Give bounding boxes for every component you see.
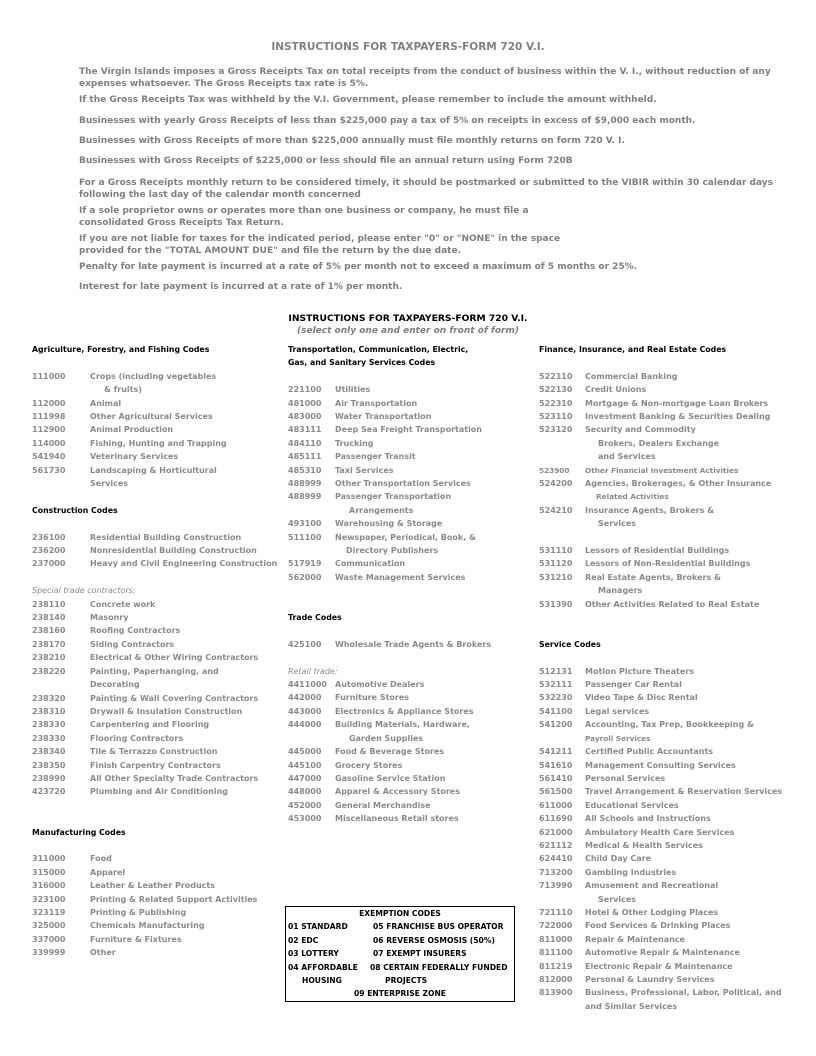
construction-list: [32, 531, 282, 571]
paragraph-annual-return: Businesses with Gross Receipts of $225,000 or less should file an annual return using Form 720B: [79, 156, 573, 166]
list-item: 483111 Deep Sea Freight Transportation: [288, 425, 482, 435]
list-item: 531390 Other Activities Related to Real Estate: [539, 599, 760, 609]
exemption-row: 02 EDC 06 REVERSE OSMOSIS (50%): [288, 935, 495, 945]
manufacturing-list: [32, 852, 282, 959]
list-item: 236100 Residential Building Construction: [32, 532, 242, 542]
list-item: 238160 Roofing Contractors: [32, 626, 181, 636]
list-item: 483000 Water Transportation: [288, 412, 432, 422]
list-item: 238330 Flooring Contractors: [32, 733, 184, 743]
list-item: 811000 Repair & Maintenance: [539, 934, 685, 944]
paragraph-penalty: Penalty for late payment is incurred at a rate of 5% per month not to exceed a maximum of 5 months or 25%.: [79, 262, 638, 272]
list-item: Related Activities: [596, 492, 669, 502]
transportation-list: [288, 383, 533, 584]
list-item: 238140 Masonry: [32, 613, 129, 623]
list-item: 445000 Food & Beverage Stores: [288, 747, 445, 757]
list-item: 624410 Child Day Care: [539, 854, 651, 864]
list-item: and Services: [598, 452, 656, 462]
paragraph-timely-return: For a Gross Receipts monthly return to be considered timely, it should be postmarked or submitted to the VIBIR within 30 calendar days following the last day of the calendar month concerned: [79, 178, 774, 200]
retail-trade-heading: Retail trade:: [288, 666, 338, 676]
manufacturing-heading: Manufacturing Codes: [32, 827, 126, 837]
list-item: 523120 Security and Commodity: [539, 425, 696, 435]
list-item: 561410 Personal Services: [539, 773, 666, 783]
list-item: 238330 Carpentering and Flooring: [32, 720, 210, 730]
retail-trade-list: [288, 678, 533, 825]
list-item: 485111 Passenger Transit: [288, 452, 416, 462]
list-item: 237000 Heavy and Civil Engineering Construction: [32, 559, 278, 569]
list-item: 442000 Furniture Stores: [288, 693, 410, 703]
list-item: 316000 Leather & Leather Products: [32, 881, 216, 891]
list-item: 443000 Electronics & Appliance Stores: [288, 706, 474, 716]
list-item: 541940 Veterinary Services: [32, 452, 179, 462]
exemption-row: HOUSING PROJECTS: [302, 976, 428, 986]
list-item: 524200 Agencies, Brokerages, & Other Insurance: [539, 479, 772, 489]
list-item: 238210 Electrical & Other Wiring Contractors: [32, 653, 259, 663]
list-item: 445100 Grocery Stores: [288, 760, 403, 770]
list-item: 238310 Drywall & Insulation Construction: [32, 706, 243, 716]
list-item: 114000 Fishing, Hunting and Trapping: [32, 438, 227, 448]
list-item: 423720 Plumbing and Air Conditioning: [32, 787, 229, 797]
list-item: 493100 Warehousing & Storage: [288, 519, 443, 529]
list-item: 512131 Motion Picture Theaters: [539, 666, 694, 676]
list-item: Services: [598, 894, 637, 904]
list-item: 221100 Utilities: [288, 385, 371, 395]
list-item: 112000 Animal: [32, 398, 122, 408]
list-item: 485310 Taxi Services: [288, 465, 394, 475]
finance-list: [539, 370, 809, 611]
list-item: 561730 Landscaping & Horticultural: [32, 465, 217, 475]
list-item: 311000 Food: [32, 854, 112, 864]
list-item: Payroll Services: [585, 733, 651, 743]
agriculture-list: [32, 370, 282, 491]
list-item: Directory Publishers: [346, 546, 439, 556]
exemption-codes-title: EXEMPTION CODES: [359, 909, 441, 918]
list-item: 488999 Other Transportation Services: [288, 479, 471, 489]
paragraph-interest: Interest for late payment is incurred at a rate of 1% per month.: [79, 282, 403, 292]
list-item: 523900 Other Financial Investment Activities: [539, 465, 739, 475]
list-item: 713200 Gambling Industries: [539, 867, 677, 877]
list-item: 425100 Wholesale Trade Agents & Brokers: [288, 639, 492, 649]
list-item: 323119 Printing & Publishing: [32, 907, 187, 917]
exemption-row: 03 LOTTERY 07 EXEMPT INSURERS: [288, 949, 467, 959]
list-item: Garden Supplies: [349, 733, 424, 743]
special-trade-heading: Special trade contractors:: [32, 586, 136, 596]
list-item: 522310 Mortgage & Non-mortgage Loan Brokers: [539, 398, 769, 408]
list-item: 444000 Building Materials, Hardware,: [288, 720, 470, 730]
list-item: 531120 Lessors of Non-Residential Buildings: [539, 559, 751, 569]
list-item: 541200 Accounting, Tax Prep, Bookkeeping &: [539, 720, 754, 730]
list-item: 325000 Chemicals Manufacturing: [32, 921, 205, 931]
list-item: 452000 General Merchandise: [288, 800, 431, 810]
list-item: 488999 Passenger Transportation: [288, 492, 452, 502]
list-item: 811100 Automotive Repair & Maintenance: [539, 948, 740, 958]
exemption-enterprise-zone: 09 ENTERPRISE ZONE: [353, 989, 446, 999]
list-item: 611690 All Schools and Instructions: [539, 814, 711, 824]
list-item: 562000 Waste Management Services: [288, 572, 466, 582]
list-item: 339999 Other: [32, 948, 116, 958]
list-item: 722000 Food Services & Drinking Places: [539, 921, 731, 931]
list-item: 484110 Trucking: [288, 438, 374, 448]
list-item: 531110 Lessors of Residential Buildings: [539, 546, 730, 556]
list-item: 713990 Amusement and Recreational: [539, 881, 719, 891]
paragraph-not-liable: If you are not liable for taxes for the indicated period, please enter "0" or "NONE" in the space provided for the "TOTAL AMOUNT DUE" and file the return by the due date.: [79, 234, 561, 256]
list-item: 621000 Ambulatory Health Care Services: [539, 827, 735, 837]
paragraph-tax-overview: The Virgin Islands imposes a Gross Receipts Tax on total receipts from the conduct of business within the V. I., without reduction of any expenses whatsoever. The Gross Receipts tax rate is 5%.: [79, 67, 771, 89]
list-item: Decorating: [90, 680, 140, 690]
list-item: 453000 Miscellaneous Retail stores: [288, 814, 459, 824]
list-item: 448000 Apparel & Accessory Stores: [288, 787, 460, 797]
list-item: 238170 Siding Contractors: [32, 639, 175, 649]
list-item: 541211 Certified Public Accountants: [539, 747, 714, 757]
list-item: 517919 Communication: [288, 559, 406, 569]
list-item: 238220 Painting, Paperhanging, and: [32, 666, 219, 676]
paragraph-monthly-returns: Businesses with Gross Receipts of more than $225,000 annually must file monthly returns on form 720 V. I.: [79, 136, 625, 146]
list-item: 524210 Insurance Agents, Brokers &: [539, 505, 715, 515]
exemption-row: 04 AFFORDABLE 08 CERTAIN FEDERALLY FUNDED: [288, 962, 508, 972]
paragraph-withheld: If the Gross Receipts Tax was withheld by the V.I. Government, please remember to include the amount withheld.: [79, 95, 657, 105]
service-heading: Service Codes: [539, 639, 601, 649]
list-item: 531210 Real Estate Agents, Brokers &: [539, 572, 721, 582]
exemption-row: 01 STANDARD 05 FRANCHISE BUS OPERATOR: [288, 922, 504, 932]
transportation-heading: Transportation, Communication, Electric,: [288, 345, 469, 354]
list-item: 447000 Gasoline Service Station: [288, 773, 446, 783]
list-item: 522130 Credit Unions: [539, 385, 647, 395]
list-item: 522110 Commercial Banking: [539, 371, 678, 381]
list-item: 337000 Furniture & Fixtures: [32, 934, 182, 944]
list-item: 541610 Management Consulting Services: [539, 760, 736, 770]
list-item: 111998 Other Agricultural Services: [32, 412, 213, 422]
list-item: Managers: [598, 586, 643, 596]
list-item: 561500 Travel Arrangement & Reservation Services: [539, 787, 783, 797]
list-item: 621112 Medical & Health Services: [539, 840, 703, 850]
paragraph-yearly-receipts: Businesses with yearly Gross Receipts of less than $225,000 pay a tax of 5% on receipts in excess of $9,000 each month.: [79, 116, 696, 126]
construction-heading: Construction Codes: [32, 505, 118, 515]
list-item: 481000 Air Transportation: [288, 398, 418, 408]
column-2: [288, 343, 533, 826]
list-item: 238350 Finish Carpentry Contractors: [32, 760, 221, 770]
paragraph-sole-proprietor: If a sole proprietor owns or operates more than one business or company, he must file a consolidated Gross Receipts Tax Return.: [79, 206, 529, 228]
trade-heading: Trade Codes: [288, 613, 342, 623]
list-item: 721110 Hotel & Other Lodging Places: [539, 907, 719, 917]
list-item: 236200 Nonresidential Building Construction: [32, 546, 257, 556]
list-item: 541100 Legal services: [539, 706, 650, 716]
list-item: 4411000 Automotive Dealers: [288, 680, 425, 690]
list-item: 532230 Video Tape & Disc Rental: [539, 693, 698, 703]
list-item: 811219 Electronic Repair & Maintenance: [539, 961, 733, 971]
list-item: 238320 Painting & Wall Covering Contractors: [32, 693, 259, 703]
list-item: 511100 Newspaper, Periodical, Book, &: [288, 532, 477, 542]
service-list: [539, 665, 809, 1014]
codes-title: INSTRUCTIONS FOR TAXPAYERS-FORM 720 V.I.: [288, 313, 528, 324]
list-item: 323100 Printing & Related Support Activities: [32, 894, 258, 904]
transportation-heading-line2: Gas, and Sanitary Services Codes: [288, 358, 436, 368]
list-item: 813900 Business, Professional, Labor, Political, and: [539, 988, 782, 998]
list-item: Services: [90, 479, 129, 489]
list-item: Services: [598, 519, 637, 529]
list-item: Arrangements: [349, 505, 414, 515]
list-item: Brokers, Dealers Exchange: [598, 438, 720, 448]
exemption-codes-box: [285, 906, 515, 1002]
list-item: 315000 Apparel: [32, 867, 126, 877]
column-3: [539, 343, 809, 1013]
page-title: INSTRUCTIONS FOR TAXPAYERS-FORM 720 V.I.: [271, 41, 545, 53]
list-item: 532111 Passenger Car Rental: [539, 680, 682, 690]
finance-heading: Finance, Insurance, and Real Estate Codes: [539, 345, 727, 354]
codes-subtitle: (select only one and enter on front of form): [297, 326, 519, 336]
list-item: 112900 Animal Production: [32, 425, 174, 435]
list-item: 812000 Personal & Laundry Services: [539, 975, 715, 985]
agriculture-heading: Agriculture, Forestry, and Fishing Codes: [32, 345, 210, 354]
special-trade-list: [32, 598, 282, 799]
list-item: and Similar Services: [585, 1001, 678, 1011]
list-item: 238990 All Other Specialty Trade Contractors: [32, 773, 259, 783]
list-item: 238340 Tile & Terrazzo Construction: [32, 747, 218, 757]
column-1: [32, 343, 282, 960]
list-item: 238110 Concrete work: [32, 599, 156, 609]
list-item: & fruits): [104, 385, 142, 395]
list-item: 111000 Crops (including vegetables: [32, 371, 217, 381]
list-item: 523110 Investment Banking & Securities Dealing: [539, 412, 771, 422]
list-item: 611000 Educational Services: [539, 800, 679, 810]
